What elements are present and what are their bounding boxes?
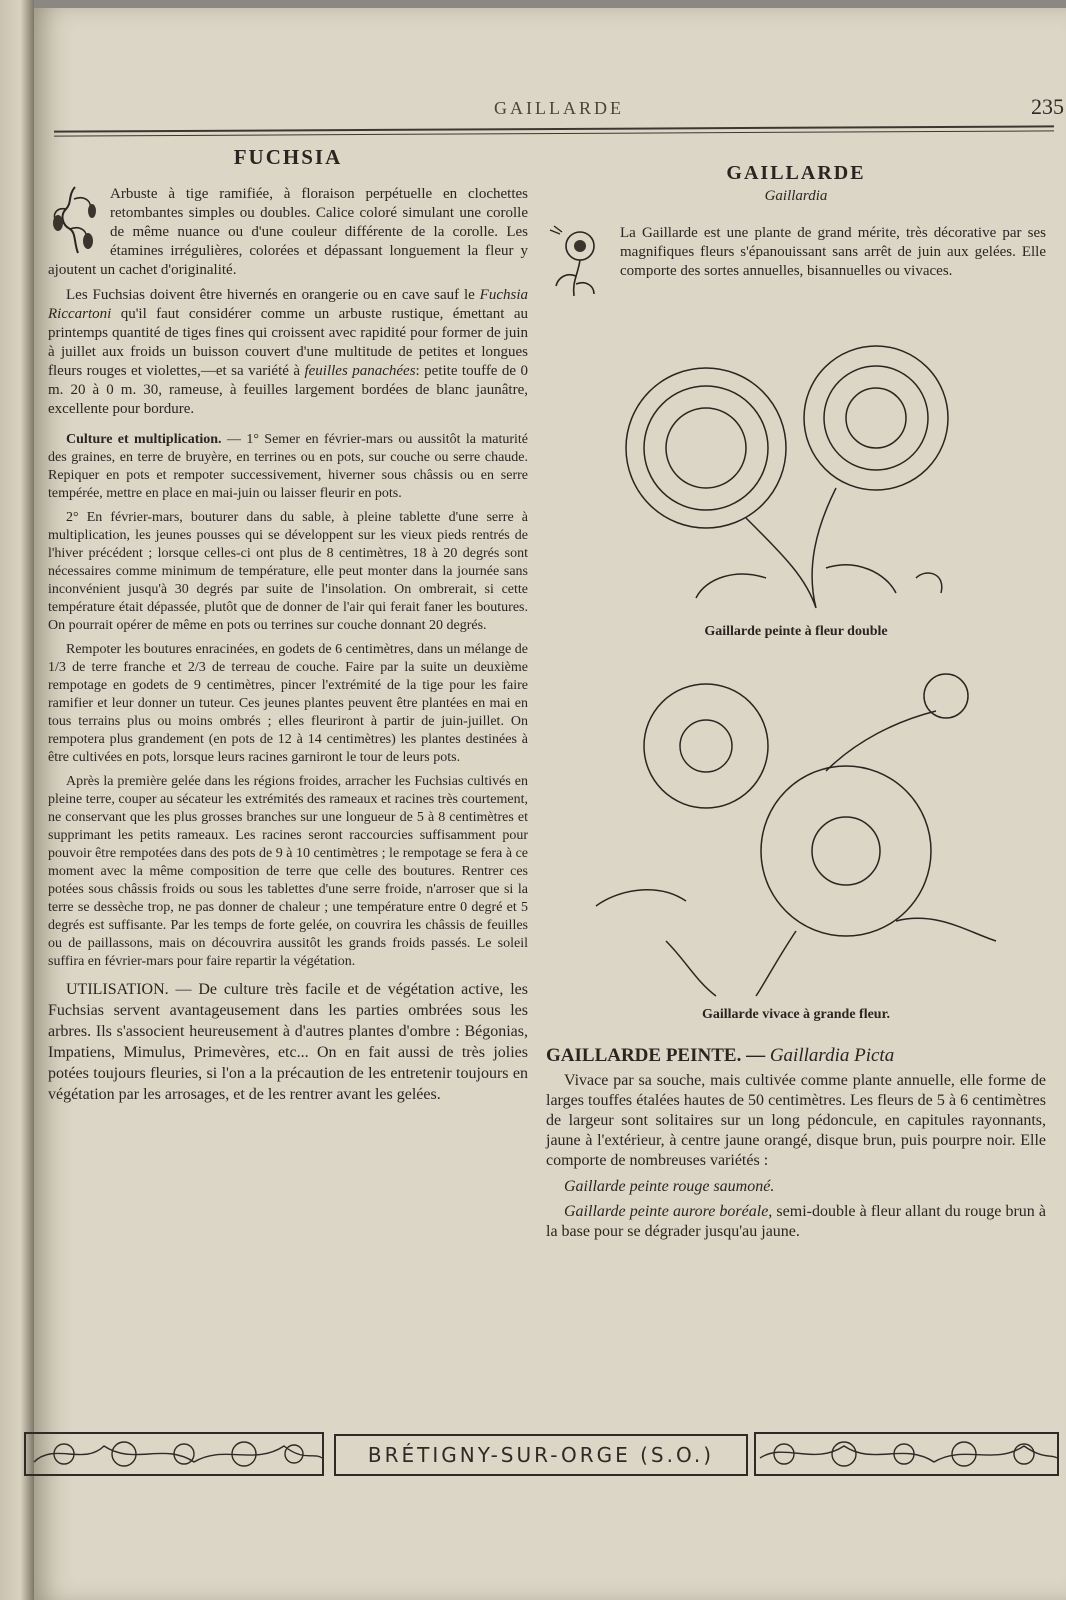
gaillarde-peinte-text: Vivace par sa souche, mais cultivée comme plante annuelle, elle forme de larges touffes étalées hautes de 50 centimètres. Les fleurs de 5 à 6 centimètres de largeur sont solitaires sur un long pédoncule, en capitules rayonnants, jaune à l'extérieur, à centre jaune orangé, disque brun, puis pourpre noir. Elle comporte de nombreuses variétés : (546, 1072, 1046, 1169)
culture-text-1: — 1° Semer en février-mars ou aussitôt la maturité des graines, en terre de bruyère, en terrines ou en pots, sur couche ou serre chaude. Repiquer en pots et rempoter successivement, hiverner sous châssis ou en serre tempérée, mettre en place en mai-juin ou laisser fleurir en pots. (48, 432, 528, 501)
fuchsia-p2-a: Les Fuchsias doivent être hivernés en orangerie ou en cave sauf le (66, 287, 480, 303)
gaillarde-vivace-illustration (576, 661, 1016, 1001)
running-head: GAILLARDE (494, 98, 624, 118)
gaillarde-title: GAILLARDE (726, 162, 866, 184)
footer-location-label: BRÉTIGNY-SUR-ORGE (S.O.) (334, 1434, 748, 1476)
gaillarde-variety-2-text: semi-double à fleur allant du rouge brun à la base pour se dégrader jusqu'au jaune. (546, 1203, 1047, 1240)
gaillarde-variety-2-name: Gaillarde peinte aurore boréale, (564, 1203, 773, 1220)
page-header (54, 88, 1064, 138)
fuchsia-vignette-icon (48, 185, 102, 255)
culture-paragraph-3: Rempoter les boutures enracinées, en godets de 6 centimètres, dans un mélange de 1/3 de terre franche et 2/3 de terreau de couche. Faire par la suite un deuxième rempotage en godets de 9 centimètres, pincer l'extrémité de la tige pour les faire ramifier et leur donner un tuteur. Ces jeunes plantes peuvent être plantées en mai en tous terrains plus ou moins ombrés ; elles fleuriront à partir de juin-juillet. On rempotera plus grandement (en pots de 12 à 14 centimètres) les plantes destinées à être cultivées en pots, lorsque leurs racines garniront le tour de leurs pots. (48, 642, 528, 765)
fuchsia-panachees: feuilles panachées (304, 363, 416, 379)
fuchsia-p2-b: qu'il faut considérer comme un arbuste rustique, émettant au printemps quantité de tiges fines qui croissent avec rapidité pour former de juin à juillet aux froids un buisson couvert d'une multitude de petites et longues fleurs rouges et violettes,—et sa variété à (48, 306, 528, 379)
footer-ornament-icon (24, 1432, 324, 1476)
gaillarde-caption-2: Gaillarde vivace à grande fleur. (701, 1007, 891, 1022)
culture-paragraph-4: Après la première gelée dans les régions froides, arracher les Fuchsias cultivés en pleine terre, couper au sécateur les extrémités des rameaux et racines très courtement, ne conservant que les plus grosses branches sur une longueur de 5 à 8 centimètres et supprimant les petits rameaux. Les racines seront raccourcies suffisamment pour pouvoir être rempotées dans des pots de 9 à 10 centimètres ; le rempotage se fera à ce moment avec la même composition de terre que celle des boutures. Rentrer ces potées sous châssis froids ou sous les tablettes d'une serre froide, n'arroser que si la terre se dessèche trop, ne pas donner de chaleur ; une température entre 0 degré et 5 degrés est suffisante. Par les temps de forte gelée, on couvrira les châssis de feuilles ou de paillassons, mais on découvrira aussitôt les grands froids passés. Le soleil suffira en février-mars pour faire repartir la végétation. (48, 774, 528, 969)
utilisation-heading: UTILISATION. (66, 981, 169, 998)
gaillarde-peinte-title: GAILLARDE PEINTE. — (546, 1045, 766, 1066)
gaillarde-peinte-scientific: Gaillardia Picta (769, 1045, 895, 1066)
gaillarde-double-illustration (586, 328, 1006, 618)
culture-paragraph-1 (48, 431, 528, 503)
fuchsia-column (48, 138, 528, 1111)
gaillarde-variety-1: Gaillarde peinte rouge saumoné. (564, 1178, 775, 1195)
page-number: 235 (1031, 94, 1064, 119)
facing-page-edge (0, 0, 34, 1600)
gaillarde-column (546, 158, 1046, 1248)
gaillarde-caption-1: Gaillarde peinte à fleur double (704, 624, 888, 639)
page-footer (24, 1432, 1064, 1478)
gaillarde-intro (546, 224, 1046, 281)
gaillarde-variety-2 (546, 1202, 1046, 1242)
footer-ornament-right-icon (754, 1432, 1059, 1476)
culture-paragraph-2: 2° En février-mars, bouturer dans du sable, à pleine tablette d'une serre à multiplication, les jeunes pousses qui se développent sur les vieux pieds rentrés de l'hiver précédent ; lorsque celles-ci ont plus de 8 centimètres, 18 à 20 degrés sont nécessaires comme minimum de température, elle peut monter dans la journée sans inconvénient jusqu'à 30 degrés par suite de l'insolation. On ombrerait, si cette température était dépassée, plutôt que de donner de l'air qui ferait faner les boutures. On pourrait opérer de même en pots ou terrines sur couche donnant 20 degrés. (48, 510, 528, 633)
fuchsia-p2-c: : petite touffe de 0 m. 20 à 0 m. 30, rameuse, à feuilles largement bordées de blanc jaunâtre, excellente pour bordure. (48, 363, 529, 417)
fuchsia-riccartoni: Fuchsia Riccartoni (48, 287, 528, 322)
fuchsia-culture (48, 431, 528, 971)
fuchsia-intro-text: Arbuste à tige ramifiée, à floraison perpétuelle en clochettes retombantes simples ou doubles. Calice coloré simulant une corolle de même nuance ou d'une couleur différente de la corolle. Les étamines irrégulières, colorées et dépassant longuement la fleur y ajoutent un cachet d'originalité. (48, 186, 528, 278)
book-page (34, 8, 1066, 1600)
gaillarde-intro-text: La Gaillarde est une plante de grand mérite, très décorative par ses magnifiques fleurs s'épanouissant sans arrêt de juin aux gelées. Elle comporte des sortes annuelles, bisannuelles ou vivaces. (620, 225, 1046, 279)
fuchsia-title: FUCHSIA (233, 145, 343, 169)
fuchsia-intro (48, 185, 528, 280)
utilisation-text: — De culture très facile et de végétation active, les Fuchsias servent avantageusement dans les parties ombrées sous les arbres. Ils s'associent heureusement à d'autres plantes d'ombre : Bégonias, Impatiens, Mimulus, Primevères, etc... On en fait aussi de très jolies potées toujours fleuries, si l'on a la précaution de les entretenir toujours en végétation par les arrosages, et de les rentrer avant les gelées. (48, 981, 528, 1103)
gaillarde-subtitle: Gaillardia (764, 188, 828, 204)
gaillarde-peinte-heading (546, 1046, 1046, 1065)
fuchsia-paragraph-2 (48, 286, 528, 419)
gaillarde-vignette-icon (546, 224, 612, 298)
utilisation-paragraph (48, 979, 528, 1105)
culture-heading: Culture et multiplication. (66, 432, 222, 447)
